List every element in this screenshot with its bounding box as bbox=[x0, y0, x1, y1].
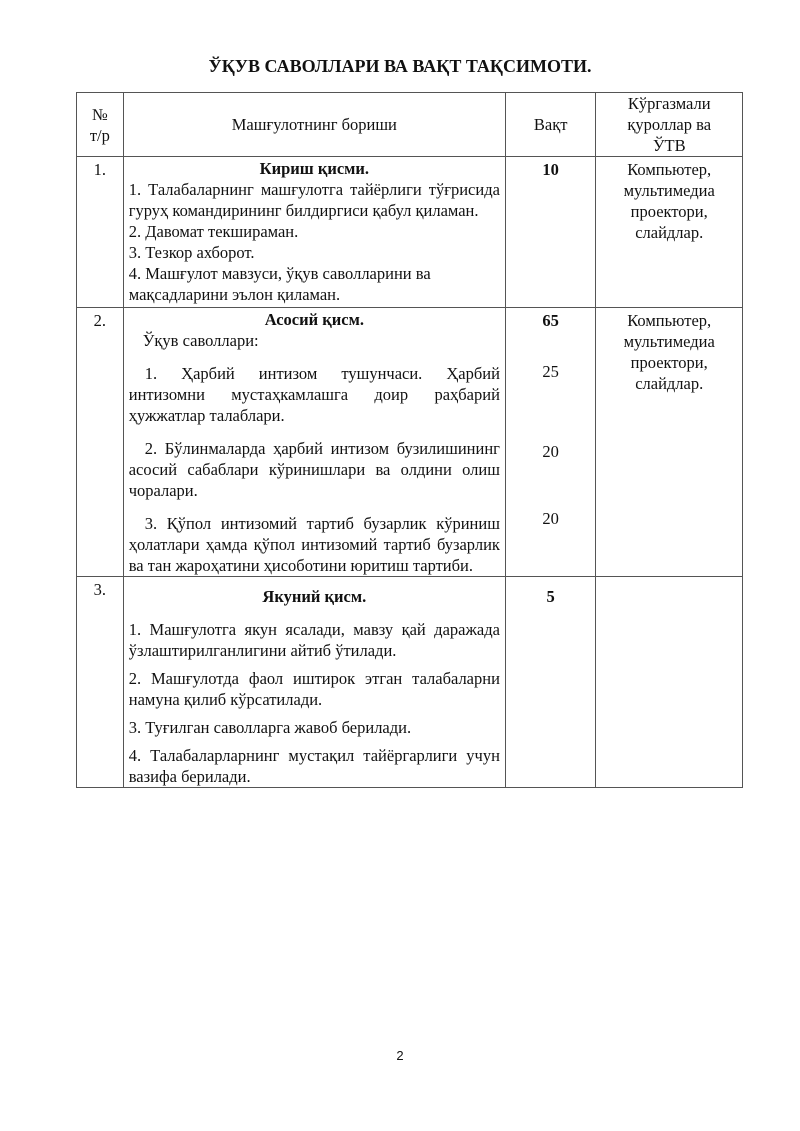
row-time: 10 bbox=[505, 157, 596, 308]
row-number: 1. bbox=[77, 157, 124, 308]
row-activity bbox=[123, 577, 505, 788]
row-aids: Компьютер, мультимедиа проектори, слайдлар. bbox=[596, 157, 743, 308]
list-item: 4. Талабаларларнинг мустақил тайёргарлиги учун вазифа берилади. bbox=[128, 746, 500, 786]
item-time: 25 bbox=[542, 362, 559, 381]
row-time: 65 25 20 20 bbox=[505, 308, 596, 577]
row-aids bbox=[596, 577, 743, 788]
header-time: Вақт bbox=[505, 93, 596, 157]
header-num: № т/р bbox=[77, 93, 124, 157]
list-item: 1. Ҳарбий интизом тушунчаси. Ҳарбий интизомни мустаҳкамлашга доир раҳбарий ҳужжатлар талаблари. bbox=[128, 364, 500, 425]
list-item: 2. Машғулотда фаол иштирок этган талабаларни намуна қилиб кўрсатилади. bbox=[128, 669, 500, 709]
header-aids: Кўргазмали қуроллар ва ЎТВ bbox=[596, 93, 743, 157]
row-activity bbox=[123, 308, 505, 577]
table-row bbox=[77, 308, 743, 577]
list-item: 3. Қўпол интизомий тартиб бузарлик кўриниш ҳолатлари ҳамда қўпол интизомий тартиб бузарлик ва тан жароҳатини ҳисоботини юритиш тартиби. bbox=[128, 514, 500, 575]
section-title: Кириш қисми. bbox=[259, 159, 370, 178]
list-item: 1. Машғулотга якун ясалади, мавзу қай даражада ўзлаштирилганлигини айтиб ўтилади. bbox=[128, 620, 500, 660]
row-number: 2. bbox=[77, 308, 124, 577]
list-item: 2. Давомат текшираман. bbox=[128, 222, 299, 241]
page-title: ЎҚУВ САВОЛЛАРИ ВА ВАҚТ ТАҚСИМОТИ. bbox=[208, 56, 592, 76]
row-activity bbox=[123, 157, 505, 308]
section-title: Асосий қисм. bbox=[264, 310, 364, 329]
item-time: 20 bbox=[542, 509, 559, 528]
section-title: Якуний қисм. bbox=[262, 587, 367, 606]
header-activity: Машғулотнинг бориши bbox=[123, 93, 505, 157]
table-row bbox=[77, 577, 743, 788]
row-time: 5 bbox=[505, 577, 596, 788]
list-item: 4. Машғулот мавзуси, ўқув саволларини ва мақсадларини эълон қиламан. bbox=[128, 264, 431, 304]
list-item: 3. Тезкор ахборот. bbox=[128, 243, 255, 262]
row-number: 3. bbox=[77, 577, 124, 788]
list-item: 2. Бўлинмаларда ҳарбий интизом бузилишининг асосий сабаблари кўринишлари ва олдини олиш чоралари. bbox=[128, 439, 500, 500]
page-number: 2 bbox=[396, 1048, 404, 1063]
table-header-row bbox=[77, 93, 743, 157]
intro-text: Ўқув саволлари: bbox=[142, 331, 259, 350]
list-item: 3. Туғилган саволларга жавоб берилади. bbox=[128, 718, 412, 737]
row-aids: Компьютер, мультимедиа проектори, слайдлар. bbox=[596, 308, 743, 577]
item-time: 20 bbox=[542, 442, 559, 461]
schedule-table bbox=[76, 92, 743, 788]
list-item: 1. Талабаларнинг машғулотга тайёрлиги тўғрисида гуруҳ командирининг билдиргиси қабул қиламан. bbox=[128, 180, 500, 220]
table-row bbox=[77, 157, 743, 308]
